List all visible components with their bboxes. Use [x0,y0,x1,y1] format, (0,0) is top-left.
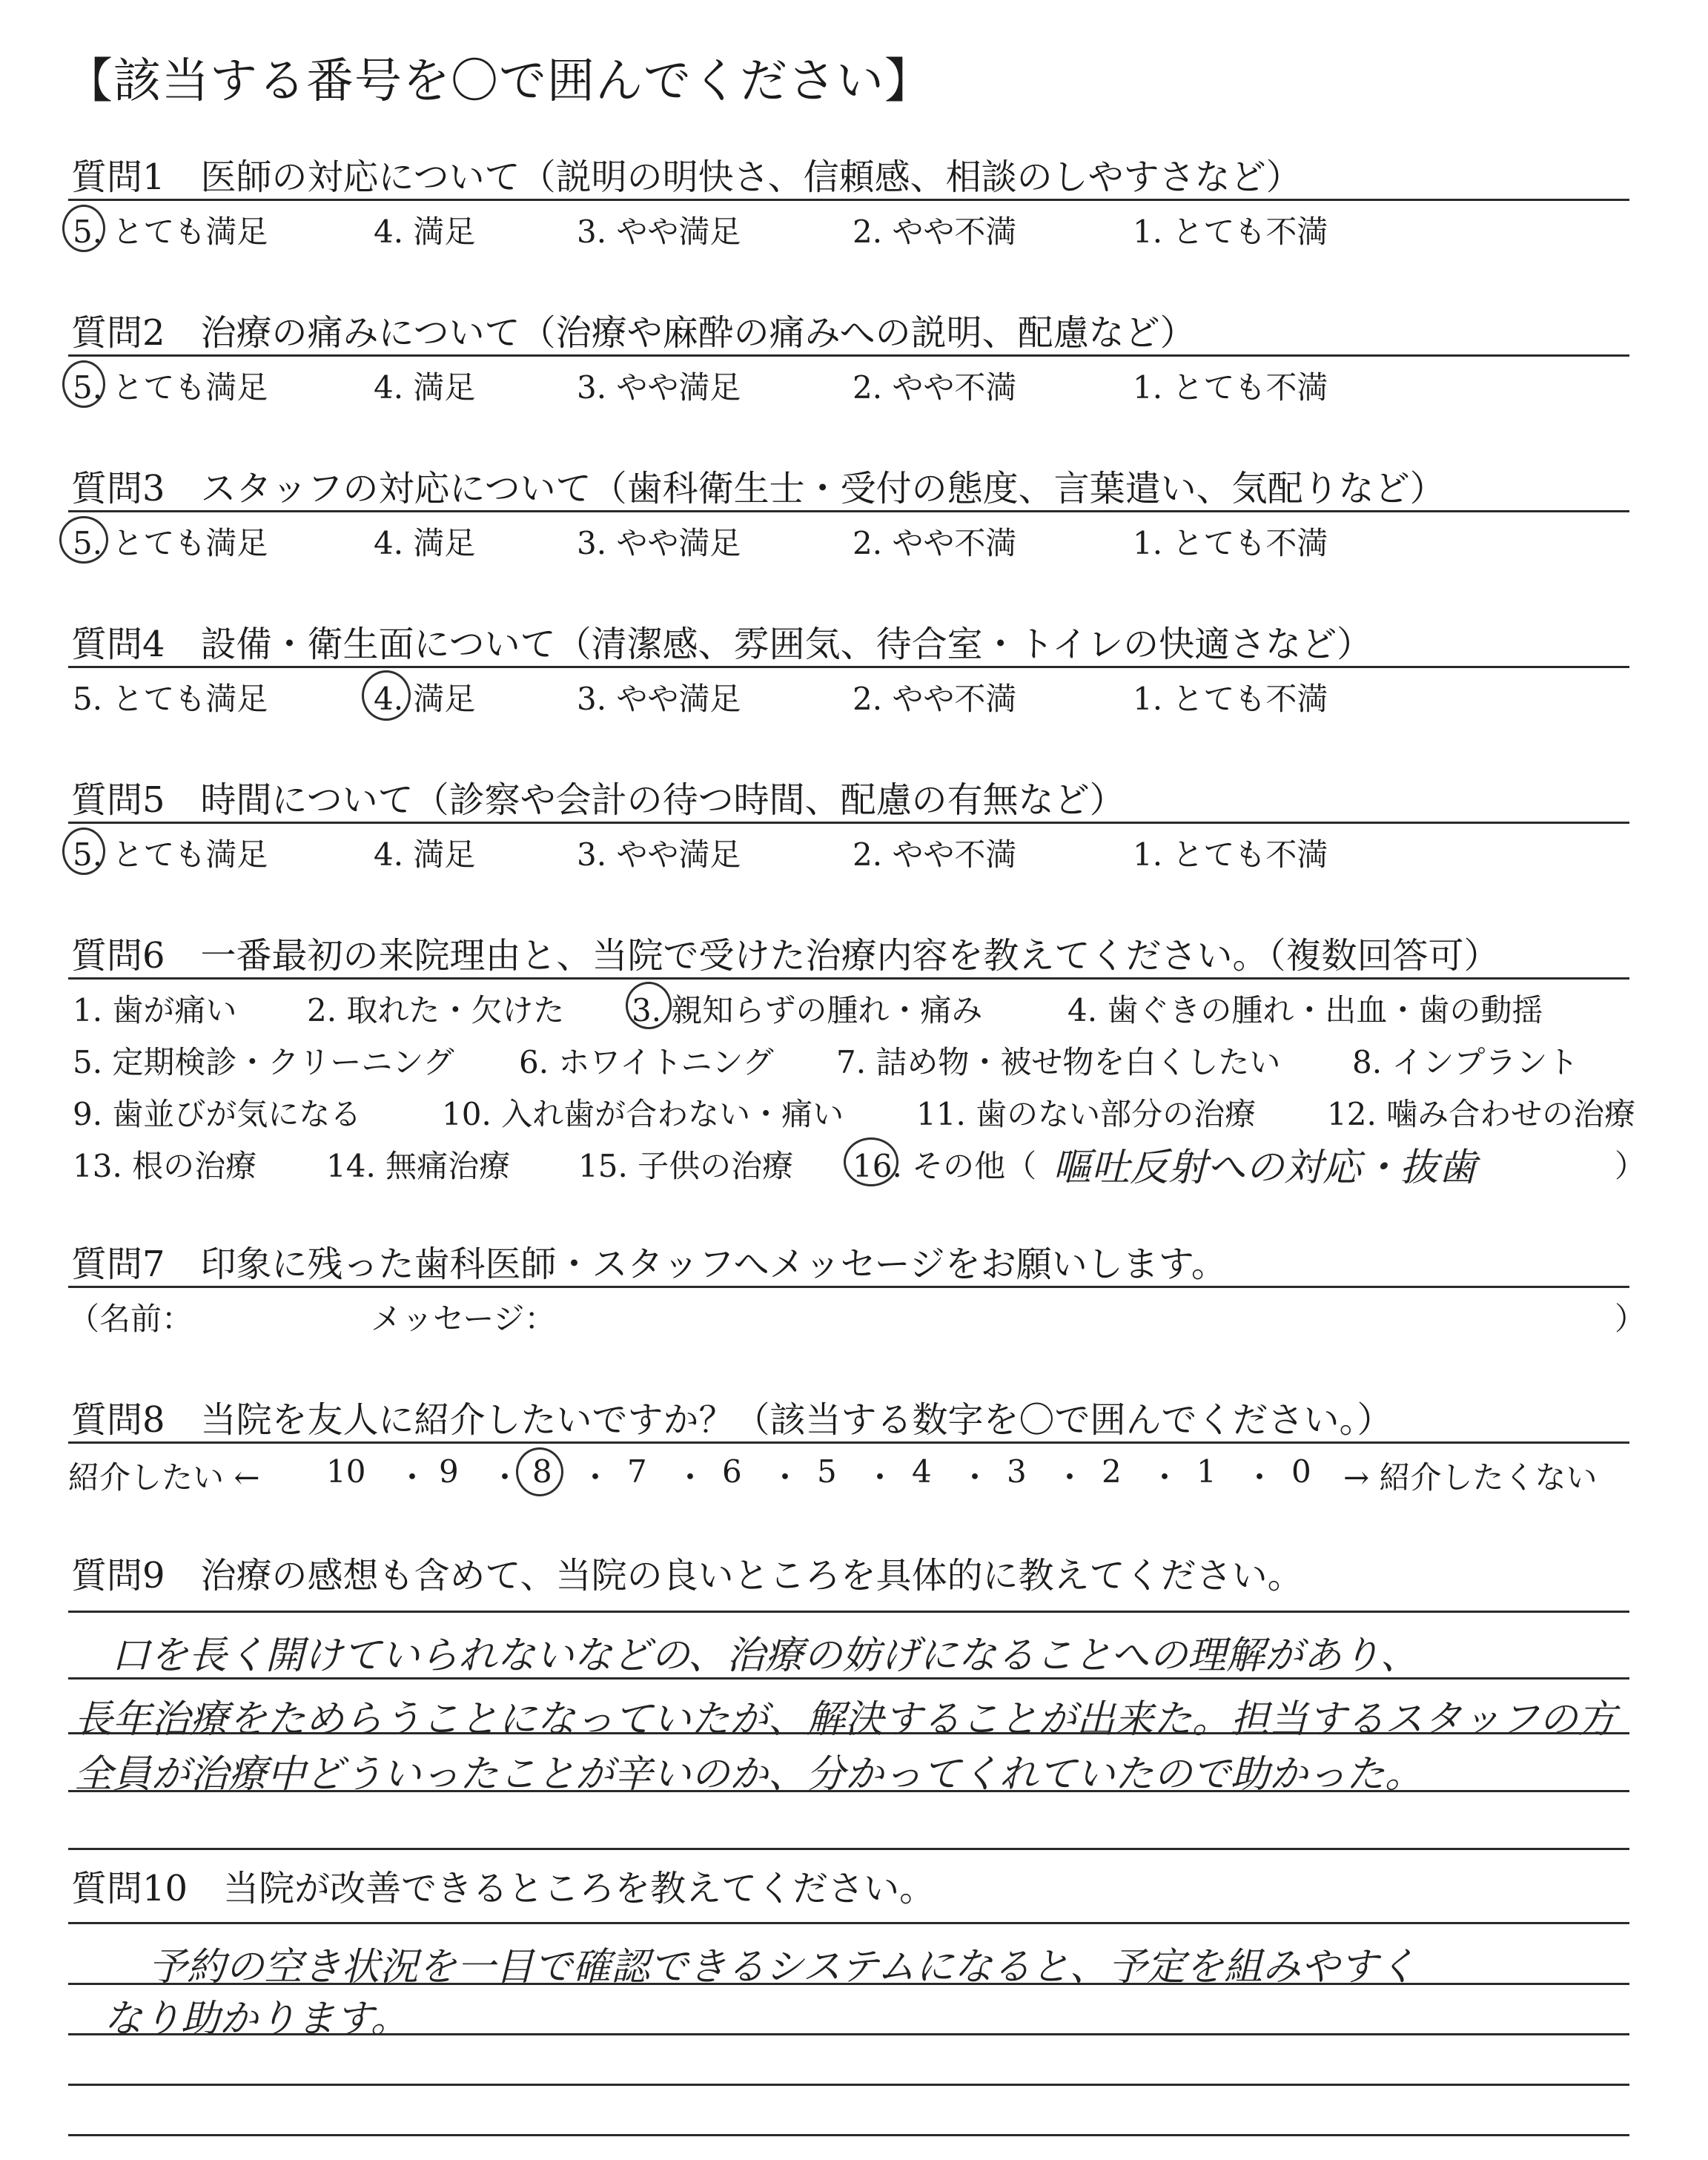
q6-option-15[interactable]: 15. 子供の治療 [578,1148,794,1184]
divider-line [68,510,1629,512]
answer-line [68,2033,1629,2035]
scale-number-2[interactable]: 2 [1102,1453,1122,1490]
scale-dot: ・ [489,1459,521,1496]
question-7-heading: 質問7 印象に残った歯科医師・スタッフへメッセージをお願いします。 [71,1244,1227,1285]
q1-option-2[interactable]: 2. やや不満 [853,214,1017,250]
scale-dot: ・ [1244,1459,1276,1496]
q1-option-1[interactable]: 1. とても不満 [1133,214,1328,250]
question-6-heading: 質問6 一番最初の来院理由と、当院で受けた治療内容を教えてください。（複数回答可） [71,935,1500,977]
scale-number-5[interactable]: 5 [817,1453,837,1490]
q6-option-16[interactable]: 16. その他（ [853,1148,1037,1184]
question-10-heading: 質問10 当院が改善できるところを教えてください。 [71,1868,936,1909]
q5-option-3[interactable]: 3. やや満足 [577,836,741,873]
q5-option-1[interactable]: 1. とても不満 [1133,836,1328,873]
answer-line [68,1848,1629,1850]
scale-number-10[interactable]: 10 [326,1453,366,1490]
q9-answer-line-2: 長年治療をためらうことになっていたが、解決することが出来た。担当するスタッフの方 [74,1697,1617,1742]
question-5-heading: 質問5 時間について（診察や会計の待つ時間、配慮の有無など） [71,779,1125,821]
question-4-heading: 質問4 設備・衛生面について（清潔感、雰囲気、待合室・トイレの快適さなど） [71,624,1373,665]
selection-circle [362,670,411,721]
scale-number-3[interactable]: 3 [1007,1453,1027,1490]
q3-option-5[interactable]: 5. とても満足 [73,525,268,561]
divider-line [68,199,1629,201]
selection-circle [626,982,672,1029]
q4-option-3[interactable]: 3. やや満足 [577,681,741,717]
q6-option-11[interactable]: 11. 歯のない部分の治療 [916,1096,1257,1132]
q2-option-2[interactable]: 2. やや不満 [853,369,1017,406]
q2-option-4[interactable]: 4. 満足 [374,369,476,406]
selection-circle [59,516,108,564]
scale-number-1[interactable]: 1 [1196,1453,1217,1490]
answer-line [68,2084,1629,2086]
q3-option-1[interactable]: 1. とても不満 [1133,525,1328,561]
scale-number-4[interactable]: 4 [912,1453,932,1490]
selection-circle [62,205,105,252]
scale-dot: ・ [397,1459,428,1496]
q3-option-3[interactable]: 3. やや満足 [577,525,741,561]
divider-line [68,1286,1629,1288]
q6-option-3[interactable]: 3. 親知らずの腫れ・痛み [632,992,983,1028]
question-3-heading: 質問3 スタッフの対応について（歯科衛生士・受付の態度、言葉遣い、気配りなど） [71,468,1446,509]
recommend-right-label: → 紹介したくない [1343,1459,1598,1496]
answer-line [68,1611,1629,1613]
q6-option-8[interactable]: 8. インプラント [1352,1044,1579,1080]
divider-line [68,1441,1629,1444]
scale-dot: ・ [1054,1459,1086,1496]
q1-option-4[interactable]: 4. 満足 [374,214,476,250]
q4-option-4[interactable]: 4. 満足 [374,681,476,717]
q6-option-2[interactable]: 2. 取れた・欠けた [307,992,565,1028]
scale-dot: ・ [959,1459,991,1496]
q6-option-7[interactable]: 7. 詰め物・被せ物を白くしたい [836,1044,1281,1080]
selection-circle [62,360,105,408]
recommend-left-label: 紹介したい ← [68,1459,260,1496]
scale-number-8[interactable]: 8 [532,1453,552,1490]
q6-option-1[interactable]: 1. 歯が痛い [73,992,237,1028]
scale-dot: ・ [769,1459,801,1496]
other-handwritten-answer: 嘔吐反射への対応・抜歯 [1053,1146,1477,1190]
q4-option-5[interactable]: 5. とても満足 [73,681,268,717]
q6-option-13[interactable]: 13. 根の治療 [73,1148,257,1184]
name-label: （名前： [68,1301,193,1337]
q6-option-4[interactable]: 4. 歯ぐきの腫れ・出血・歯の動揺 [1068,992,1543,1028]
answer-line [68,1790,1629,1792]
q4-option-2[interactable]: 2. やや不満 [853,681,1017,717]
divider-line [68,354,1629,357]
q3-option-2[interactable]: 2. やや不満 [853,525,1017,561]
q2-option-3[interactable]: 3. やや満足 [577,369,741,406]
answer-line [68,1677,1629,1680]
answer-line [68,1983,1629,1985]
scale-number-0[interactable]: 0 [1291,1453,1311,1490]
question-8-heading: 質問8 当院を友人に紹介したいですか？（該当する数字を〇で囲んでください。） [71,1399,1393,1441]
q1-option-3[interactable]: 3. やや満足 [577,214,741,250]
close-parenthesis: ） [1615,1301,1646,1337]
q10-answer-line-1: 予約の空き状況を一目で確認できるシステムになると、予定を組みやすく [148,1945,1417,1989]
answer-line [68,2134,1629,2136]
scale-dot: ・ [580,1459,612,1496]
message-label: メッセージ： [371,1301,556,1337]
q6-option-6[interactable]: 6. ホワイトニング [519,1044,774,1080]
scale-number-7[interactable]: 7 [627,1453,647,1490]
scale-dot: ・ [1149,1459,1181,1496]
scale-number-6[interactable]: 6 [722,1453,742,1490]
divider-line [68,977,1629,980]
q6-option-5[interactable]: 5. 定期検診・クリーニング [73,1044,454,1080]
scale-number-9[interactable]: 9 [439,1453,459,1490]
q6-option-14[interactable]: 14. 無痛治療 [326,1148,511,1184]
q5-option-4[interactable]: 4. 満足 [374,836,476,873]
q1-option-5[interactable]: 5. とても満足 [73,214,268,250]
question-2-heading: 質問2 治療の痛みについて（治療や麻酔の痛みへの説明、配慮など） [71,312,1196,354]
q2-option-1[interactable]: 1. とても不満 [1133,369,1328,406]
q4-option-1[interactable]: 1. とても不満 [1133,681,1328,717]
selection-circle [516,1447,563,1496]
divider-line [68,666,1629,668]
q10-answer-line-2: なり助かります。 [104,1997,409,2041]
q5-option-2[interactable]: 2. やや不満 [853,836,1017,873]
scale-dot: ・ [675,1459,706,1496]
q9-answer-line-3: 全員が治療中どういったことが辛いのか、分かってくれていたので助かった。 [74,1752,1424,1797]
close-parenthesis: ） [1615,1148,1646,1184]
selection-circle [62,828,105,875]
q6-option-10[interactable]: 10. 入れ歯が合わない・痛い [442,1096,844,1132]
q2-option-5[interactable]: 5. とても満足 [73,369,268,406]
page-title: 【該当する番号を〇で囲んでください】 [65,54,933,109]
q3-option-4[interactable]: 4. 満足 [374,525,476,561]
divider-line [68,822,1629,824]
q9-answer-line-1: 口を長く開けていられないなどの、治療の妨げになることへの理解があり、 [111,1634,1419,1678]
answer-line [68,1922,1629,1924]
question-9-heading: 質問9 治療の感想も含めて、当院の良いところを具体的に教えてください。 [71,1555,1303,1596]
scale-dot: ・ [864,1459,896,1496]
question-1-heading: 質問1 医師の対応について（説明の明快さ、信頼感、相談のしやすさなど） [71,156,1302,198]
q6-option-9[interactable]: 9. 歯並びが気になる [73,1096,362,1132]
answer-line [68,1732,1629,1734]
selection-circle [844,1137,898,1186]
q6-option-12[interactable]: 12. 噛み合わせの治療 [1327,1096,1636,1132]
q5-option-5[interactable]: 5. とても満足 [73,836,268,873]
